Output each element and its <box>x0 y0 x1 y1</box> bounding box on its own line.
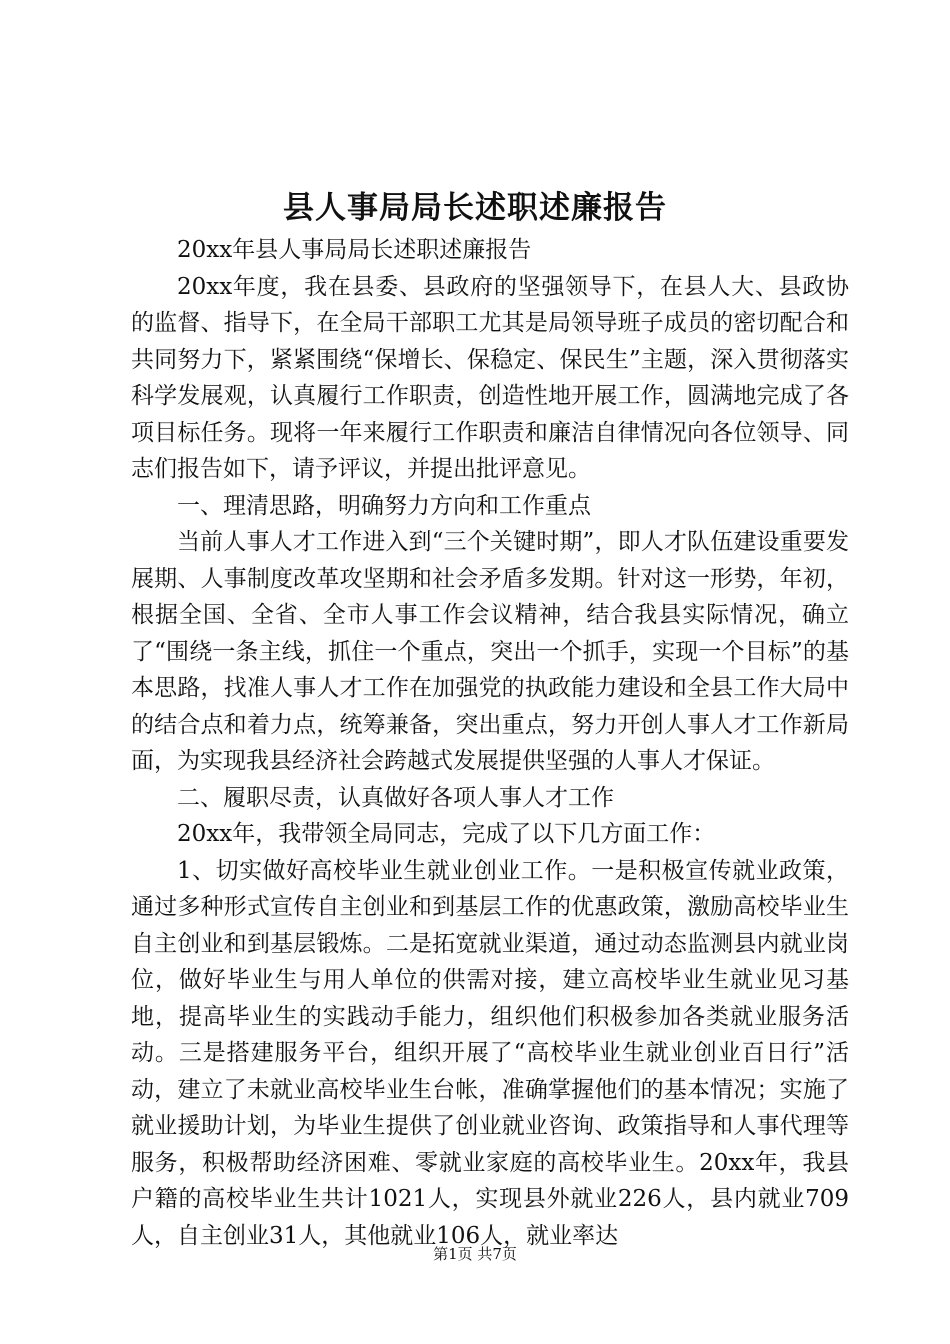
section-heading-2: 二、履职尽责，认真做好各项人事人才工作 <box>177 784 614 811</box>
section-heading-1: 一、理清思路，明确努力方向和工作重点 <box>177 492 591 519</box>
document-title: 县人事局局长述职述廉报告 <box>283 190 667 226</box>
paragraph-intro: 20xx年度，我在县委、县政府的坚强领导下，在县人大、县政协的监督、指导下，在全局干部职工尤其是局领导班子成员的密切配合和共同努力下，紧紧围绕“保增长、保稳定、保民生”主题，深入贯彻落实科学发展观，认真履行工作职责，创造性地开展工作，圆满地完成了各项目标任务。现将一年来履行工作职责和廉洁自律情况向各位领导、同志们报告如下，请予评议，并提出批评意见。 <box>131 273 849 482</box>
paragraph-item-1: 1、切实做好高校毕业生就业创业工作。一是积极宣传就业政策，通过多种形式宣传自主创业和到基层工作的优惠政策，激励高校毕业生自主创业和到基层锻炼。二是拓宽就业渠道，通过动态监测县内就业岗位，做好毕业生与用人单位的供需对接，建立高校毕业生就业见习基地，提高毕业生的实践动手能力，组织他们积极参加各类就业服务活动。三是搭建服务平台，组织开展了“高校毕业生就业创业百日行”活动，建立了未就业高校毕业生台帐，准确掌握他们的基本情况；实施了就业援助计划，为毕业生提供了创业就业咨询、政策指导和人事代理等服务，积极帮助经济困难、零就业家庭的高校毕业生。20xx年，我县户籍的高校毕业生共计1021人，实现县外就业226人，县内就业709人，自主创业31人，其他就业106人，就业率达 <box>131 857 849 1249</box>
paragraph-subtitle: 20xx年县人事局局长述职述廉报告 <box>177 237 532 263</box>
document-body <box>131 232 849 1254</box>
paragraph-section-2-intro: 20xx年，我带领全局同志，完成了以下几方面工作： <box>177 821 716 847</box>
paragraph-section-1: 当前人事人才工作进入到“三个关键时期”，即人才队伍建设重要发展期、人事制度改革攻坚期和社会矛盾多发期。针对这一形势，年初，根据全国、全省、全市人事工作会议精神，结合我县实际情况，确立了“围绕一条主线，抓住一个重点，突出一个抓手，实现一个目标”的基本思路，找准人事人才工作在加强党的执政能力建设和全县工作大局中的结合点和着力点，统筹兼备，突出重点，努力开创人事人才工作新局面，为实现我县经济社会跨越式发展提供坚强的人事人才保证。 <box>131 529 849 774</box>
page-number-footer: 第1页 共7页 <box>433 1245 517 1263</box>
